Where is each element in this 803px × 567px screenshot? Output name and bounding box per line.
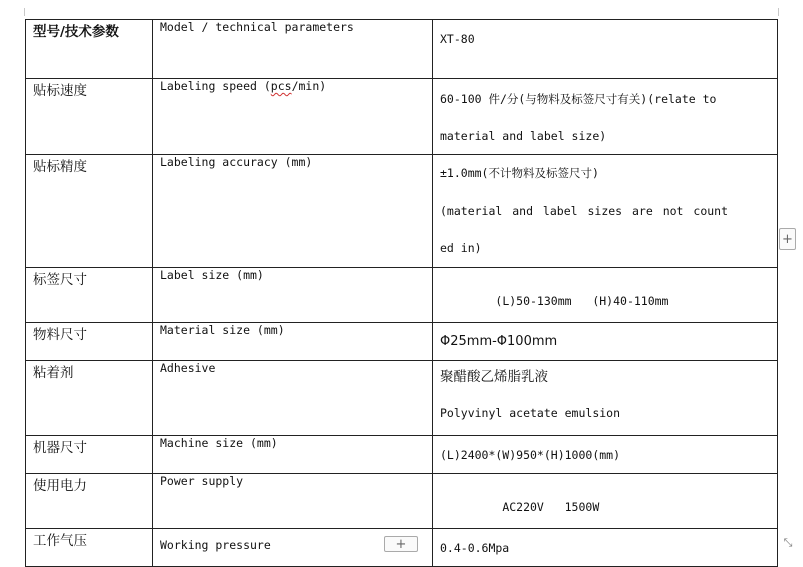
table-cell[interactable] bbox=[26, 155, 153, 268]
param-zh-label: 使用电力 bbox=[33, 478, 87, 494]
table-cell[interactable] bbox=[433, 268, 778, 323]
table-cell[interactable] bbox=[26, 323, 153, 361]
param-zh-label: 机器尺寸 bbox=[33, 440, 87, 456]
table-cell[interactable] bbox=[153, 79, 433, 155]
plus-icon: + bbox=[782, 231, 793, 247]
param-value: (L)50-130mm (H)40-110mm bbox=[495, 294, 669, 308]
table-cell[interactable] bbox=[433, 361, 778, 436]
table-cell[interactable] bbox=[153, 474, 433, 529]
table-cell[interactable] bbox=[26, 361, 153, 436]
table-cell[interactable] bbox=[153, 20, 433, 79]
param-value: 0.4-0.6Mpa bbox=[440, 541, 510, 555]
param-value-line: (material and label sizes are not count bbox=[440, 204, 729, 218]
param-en-label: Label size (mm) bbox=[160, 268, 264, 282]
header-en-label: Model / technical parameters bbox=[160, 20, 354, 34]
param-value-line: ed in) bbox=[440, 241, 482, 255]
param-value: Φ25mm-Φ100mm bbox=[440, 334, 558, 349]
table-cell[interactable] bbox=[153, 155, 433, 268]
param-zh-label: 粘着剂 bbox=[33, 365, 74, 381]
plus-icon: + bbox=[395, 536, 407, 552]
table-row bbox=[26, 155, 778, 268]
param-en-label: Machine size (mm) bbox=[160, 436, 278, 450]
page-corner-mark-right bbox=[778, 8, 785, 16]
add-column-button[interactable] bbox=[779, 228, 796, 250]
add-row-button[interactable] bbox=[384, 536, 418, 552]
table-row bbox=[26, 361, 778, 436]
table-row bbox=[26, 323, 778, 361]
table-cell[interactable] bbox=[433, 20, 778, 79]
table-row bbox=[26, 20, 778, 79]
header-zh-label: 型号/技术参数 bbox=[33, 24, 119, 40]
table-row bbox=[26, 79, 778, 155]
table-cell[interactable] bbox=[433, 436, 778, 474]
param-value-line: 聚醋酸乙烯脂乳液 bbox=[440, 369, 548, 385]
param-en-label bbox=[160, 79, 326, 93]
spellcheck-marked-word: pcs bbox=[270, 79, 292, 93]
header-value: XT-80 bbox=[440, 32, 475, 46]
table-resize-handle[interactable] bbox=[781, 536, 795, 550]
table-cell[interactable] bbox=[153, 361, 433, 436]
param-value: AC220V 1500W bbox=[495, 500, 600, 514]
table-cell[interactable] bbox=[26, 79, 153, 155]
param-value-line: material and label size) bbox=[440, 129, 607, 143]
table-cell[interactable] bbox=[26, 268, 153, 323]
param-value-line: ±1.0mm(不计物料及标签尺寸) bbox=[440, 166, 599, 180]
table-cell[interactable] bbox=[433, 155, 778, 268]
param-zh-label: 物料尺寸 bbox=[33, 327, 87, 343]
table-cell[interactable] bbox=[153, 323, 433, 361]
param-zh-label: 标签尺寸 bbox=[33, 272, 87, 288]
param-value-line: 60-100 件/分(与物料及标签尺寸有关)(relate to bbox=[440, 92, 717, 106]
param-en-label: Working pressure bbox=[160, 538, 271, 552]
param-zh-label: 工作气压 bbox=[33, 533, 87, 549]
table-cell[interactable] bbox=[26, 20, 153, 79]
table-cell[interactable] bbox=[153, 268, 433, 323]
param-zh-label: 贴标精度 bbox=[33, 159, 87, 175]
resize-diagonal-icon: ⤡ bbox=[783, 536, 793, 549]
table-row bbox=[26, 268, 778, 323]
page-corner-mark-left bbox=[18, 8, 25, 16]
param-en-label: Adhesive bbox=[160, 361, 216, 375]
param-en-label: Power supply bbox=[160, 474, 244, 488]
table-cell[interactable] bbox=[153, 436, 433, 474]
spec-table bbox=[25, 19, 778, 567]
param-value-line: Polyvinyl acetate emulsion bbox=[440, 406, 621, 420]
table-cell[interactable] bbox=[26, 474, 153, 529]
param-en-label: Labeling accuracy (mm) bbox=[160, 155, 313, 169]
param-en-label: Material size (mm) bbox=[160, 323, 285, 337]
table-cell[interactable] bbox=[433, 79, 778, 155]
table-row bbox=[26, 436, 778, 474]
param-value: (L)2400*(W)950*(H)1000(mm) bbox=[440, 448, 621, 462]
table-cell[interactable] bbox=[433, 474, 778, 529]
param-en-text: /min) bbox=[291, 79, 327, 93]
table-cell[interactable] bbox=[26, 436, 153, 474]
table-cell[interactable] bbox=[433, 323, 778, 361]
table-row bbox=[26, 474, 778, 529]
param-en-text: Labeling speed ( bbox=[160, 79, 271, 93]
param-zh-label: 贴标速度 bbox=[33, 83, 87, 99]
